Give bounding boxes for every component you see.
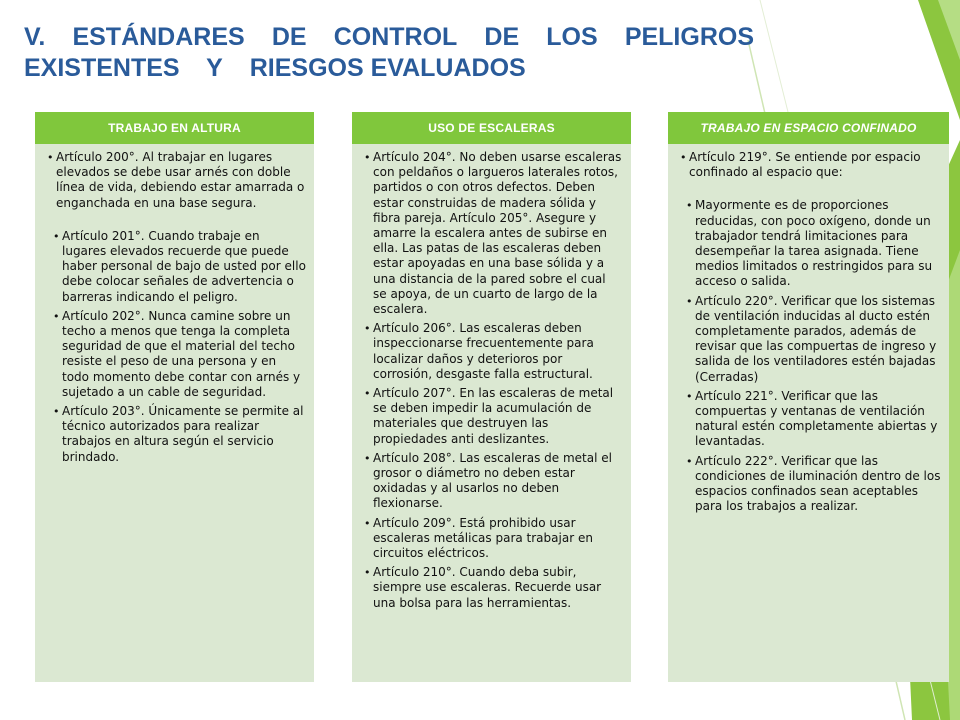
title-word: EXISTENTES	[24, 54, 180, 82]
article-item: • Artículo 219°. Se entiende por espacio confinado al espacio que:	[680, 150, 941, 180]
column-trabajo-en-altura	[35, 112, 314, 682]
title-word: ESTÁNDARES	[72, 23, 245, 51]
article-item: • Artículo 209°. Está prohibido usar escaleras metálicas para trabajar en circuitos eléctricos.	[364, 516, 623, 562]
column-header: USO DE ESCALERAS	[352, 112, 631, 144]
column-header: TRABAJO EN ALTURA	[35, 112, 314, 144]
title-word: DE	[484, 23, 520, 51]
title-word: DE	[271, 23, 307, 51]
column-header: TRABAJO EN ESPACIO CONFINADO	[668, 112, 949, 144]
article-item: • Artículo 203°. Únicamente se permite al técnico autorizados para realizar trabajos en altura según el servicio brindado.	[53, 404, 306, 465]
title-word: V.	[24, 23, 46, 51]
title-line-2	[24, 53, 754, 84]
article-item: • Artículo 210°. Cuando deba subir, siempre use escaleras. Recuerde usar una bolsa para las herramientas.	[364, 565, 623, 611]
column-uso-de-escaleras	[352, 112, 631, 682]
title-word: LOS	[546, 23, 598, 51]
title-word: RIESGOS EVALUADOS	[249, 54, 526, 82]
article-item: • Artículo 200°. Al trabajar en lugares elevados se debe usar arnés con doble línea de vida, debiendo estar amarrada o enganchada en una base segura.	[47, 150, 306, 211]
article-item: • Artículo 221°. Verificar que las compuertas y ventanas de ventilación natural estén completamente abiertas y levantadas.	[686, 389, 941, 450]
article-item: • Artículo 206°. Las escaleras deben inspeccionarse frecuentemente para localizar daños y deterioros por corrosión, desgaste falla estructural.	[364, 321, 623, 382]
article-item: • Mayormente es de proporciones reducidas, con poco oxígeno, donde un trabajador tendrá limitaciones para desempeñar la tarea asignada. Tiene medios limitados o restringidos para su acceso o salida.	[686, 198, 941, 289]
column-body	[668, 144, 949, 526]
title-word: PELIGROS	[624, 23, 754, 51]
column-espacio-confinado	[668, 112, 949, 682]
title-word: CONTROL	[333, 23, 458, 51]
article-item: • Artículo 204°. No deben usarse escaleras con peldaños o largueros laterales rotos, partidos o con otros defectos. Deben estar construidas de madera sólida y fibra pareja. Artículo 205°. Asegure y amarre la escalera antes de subirse en ella. Las patas de las escaleras deben estar apoyadas en una base sólida y a una distancia de la pared sobre el cual se apoya, de un cuarto de largo de la escalera.	[364, 150, 623, 317]
article-item: • Artículo 222°. Verificar que las condiciones de iluminación dentro de los espacios confinados sean aceptables para los trabajos a realizar.	[686, 454, 941, 515]
column-body	[35, 144, 314, 477]
article-item: • Artículo 202°. Nunca camine sobre un techo a menos que tenga la completa seguridad de que el material del techo resiste el peso de una persona y en todo momento debe contar con arnés y sujetado a un cable de seguridad.	[53, 309, 306, 400]
article-item: • Artículo 207°. En las escaleras de metal se deben impedir la acumulación de materiales que destruyen las propiedades anti deslizantes.	[364, 386, 623, 447]
title-line-1	[24, 22, 754, 53]
column-body	[352, 144, 631, 623]
page-title	[24, 22, 754, 84]
article-item: • Artículo 208°. Las escaleras de metal el grosor o diámetro no deben estar oxidadas y al usarlos no deben flexionarse.	[364, 451, 623, 512]
title-word: Y	[206, 54, 223, 82]
article-item: • Artículo 220°. Verificar que los sistemas de ventilación inducidas al ducto estén completamente parados, además de revisar que las compuertas de ingreso y salida de los ventiladores estén bajadas (Cerradas)	[686, 294, 941, 385]
article-item: • Artículo 201°. Cuando trabaje en lugares elevados recuerde que puede haber personal de bajo de usted por ello debe colocar señales de advertencia o barreras indicando el peligro.	[53, 229, 306, 305]
